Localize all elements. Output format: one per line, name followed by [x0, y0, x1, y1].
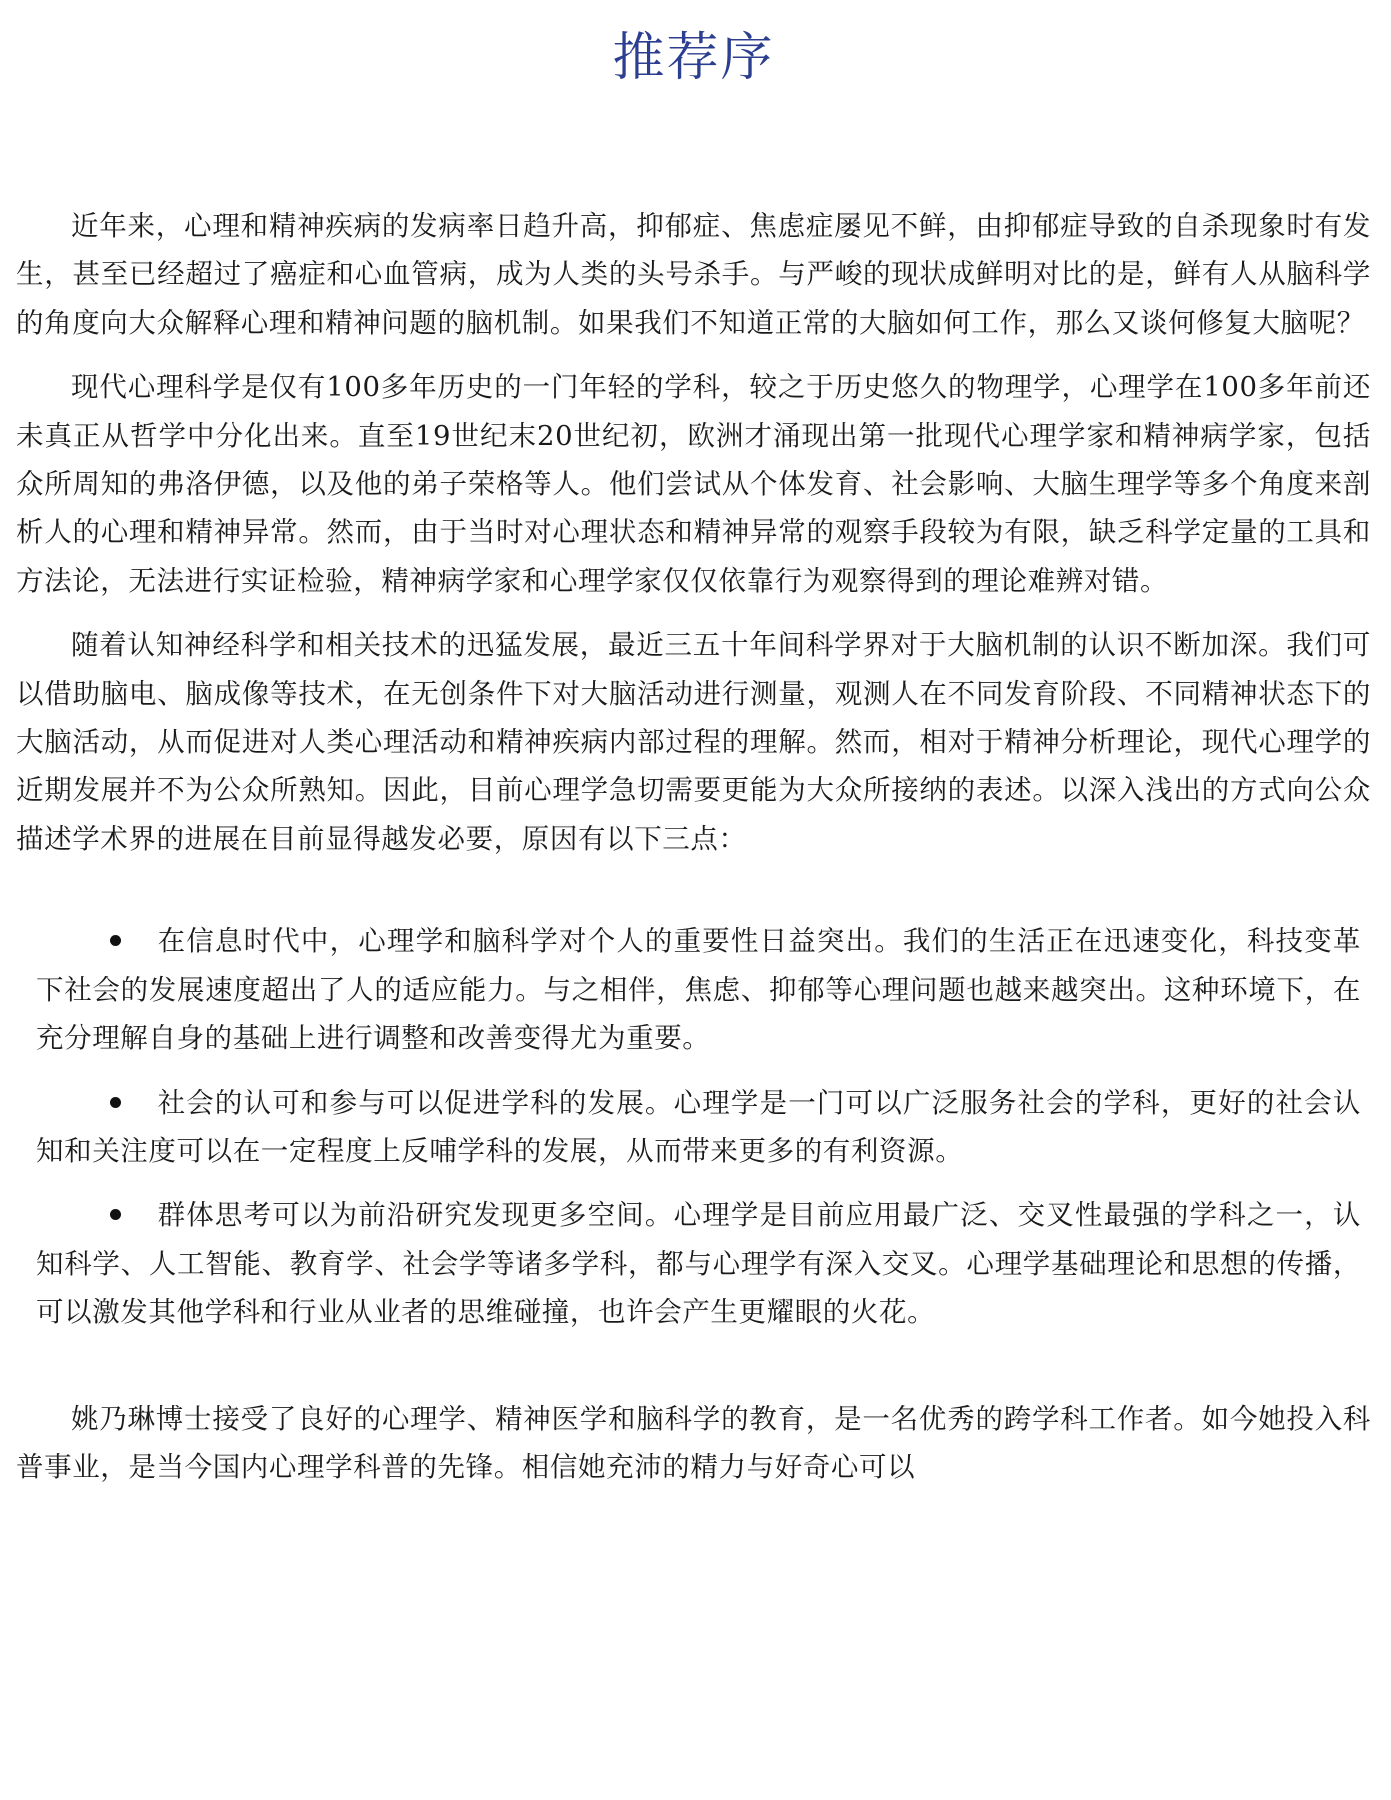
bullet-text: 社会的认可和参与可以促进学科的发展。心理学是一门可以广泛服务社会的学科，更好的社会认知和关注度可以在一定程度上反哺学科的发展，从而带来更多的有利资源。: [36, 1086, 1361, 1167]
bullet-text: 在信息时代中，心理学和脑科学对个人的重要性日益突出。我们的生活正在迅速变化，科技变革下社会的发展速度超出了人的适应能力。与之相伴，焦虑、抑郁等心理问题也越来越突出。这种环境下，在充分理解自身的基础上进行调整和改善变得尤为重要。: [36, 925, 1361, 1055]
page-title: 推荐序: [612, 28, 775, 88]
bullet-item: [36, 1079, 1361, 1176]
bullet-text: 群体思考可以为前沿研究发现更多空间。心理学是目前应用最广泛、交叉性最强的学科之一，认知科学、人工智能、教育学、社会学等诸多学科，都与心理学有深入交叉。心理学基础理论和思想的传播，可以激发其他学科和行业从业者的思维碰撞，也许会产生更耀眼的火花。: [36, 1199, 1361, 1329]
bullet-item: [36, 917, 1361, 1062]
closing-paragraph: 姚乃琳博士接受了良好的心理学、精神医学和脑科学的教育，是一名优秀的跨学科工作者。如今她投入科普事业，是当今国内心理学科普的先锋。相信她充沛的精力与好奇心可以: [16, 1402, 1371, 1483]
bullet-dot-icon: [110, 1097, 121, 1108]
bullet-item: [36, 1191, 1361, 1336]
paragraph-1: 近年来，心理和精神疾病的发病率日趋升高，抑郁症、焦虑症屡见不鲜，由抑郁症导致的自杀现象时有发生，甚至已经超过了癌症和心血管病，成为人类的头号杀手。与严峻的现状成鲜明对比的是，鲜有人从脑科学的角度向大众解释心理和精神问题的脑机制。如果我们不知道正常的大脑如何工作，那么又谈何修复大脑呢？: [16, 210, 1371, 339]
bullet-list: [16, 917, 1371, 1336]
body-text: [16, 202, 1371, 1491]
paragraph-2: 现代心理科学是仅有100多年历史的一门年轻的学科，较之于历史悠久的物理学，心理学在100多年前还未真正从哲学中分化出来。直至19世纪末20世纪初，欧洲才涌现出第一批现代心理学家和精神病学家，包括众所周知的弗洛伊德，以及他的弟子荣格等人。他们尝试从个体发育、社会影响、大脑生理学等多个角度来剖析人的心理和精神异常。然而，由于当时对心理状态和精神异常的观察手段较为有限，缺乏科学定量的工具和方法论，无法进行实证检验，精神病学家和心理学家仅仅依靠行为观察得到的理论难辨对错。: [16, 371, 1371, 597]
bullet-dot-icon: [110, 935, 121, 946]
paragraph-3: 随着认知神经科学和相关技术的迅猛发展，最近三五十年间科学界对于大脑机制的认识不断加深。我们可以借助脑电、脑成像等技术，在无创条件下对大脑活动进行测量，观测人在不同发育阶段、不同精神状态下的大脑活动，从而促进对人类心理活动和精神疾病内部过程的理解。然而，相对于精神分析理论，现代心理学的近期发展并不为公众所熟知。因此，目前心理学急切需要更能为大众所接纳的表述。以深入浅出的方式向公众描述学术界的进展在目前显得越发必要，原因有以下三点：: [16, 629, 1371, 855]
bullet-dot-icon: [110, 1209, 121, 1220]
